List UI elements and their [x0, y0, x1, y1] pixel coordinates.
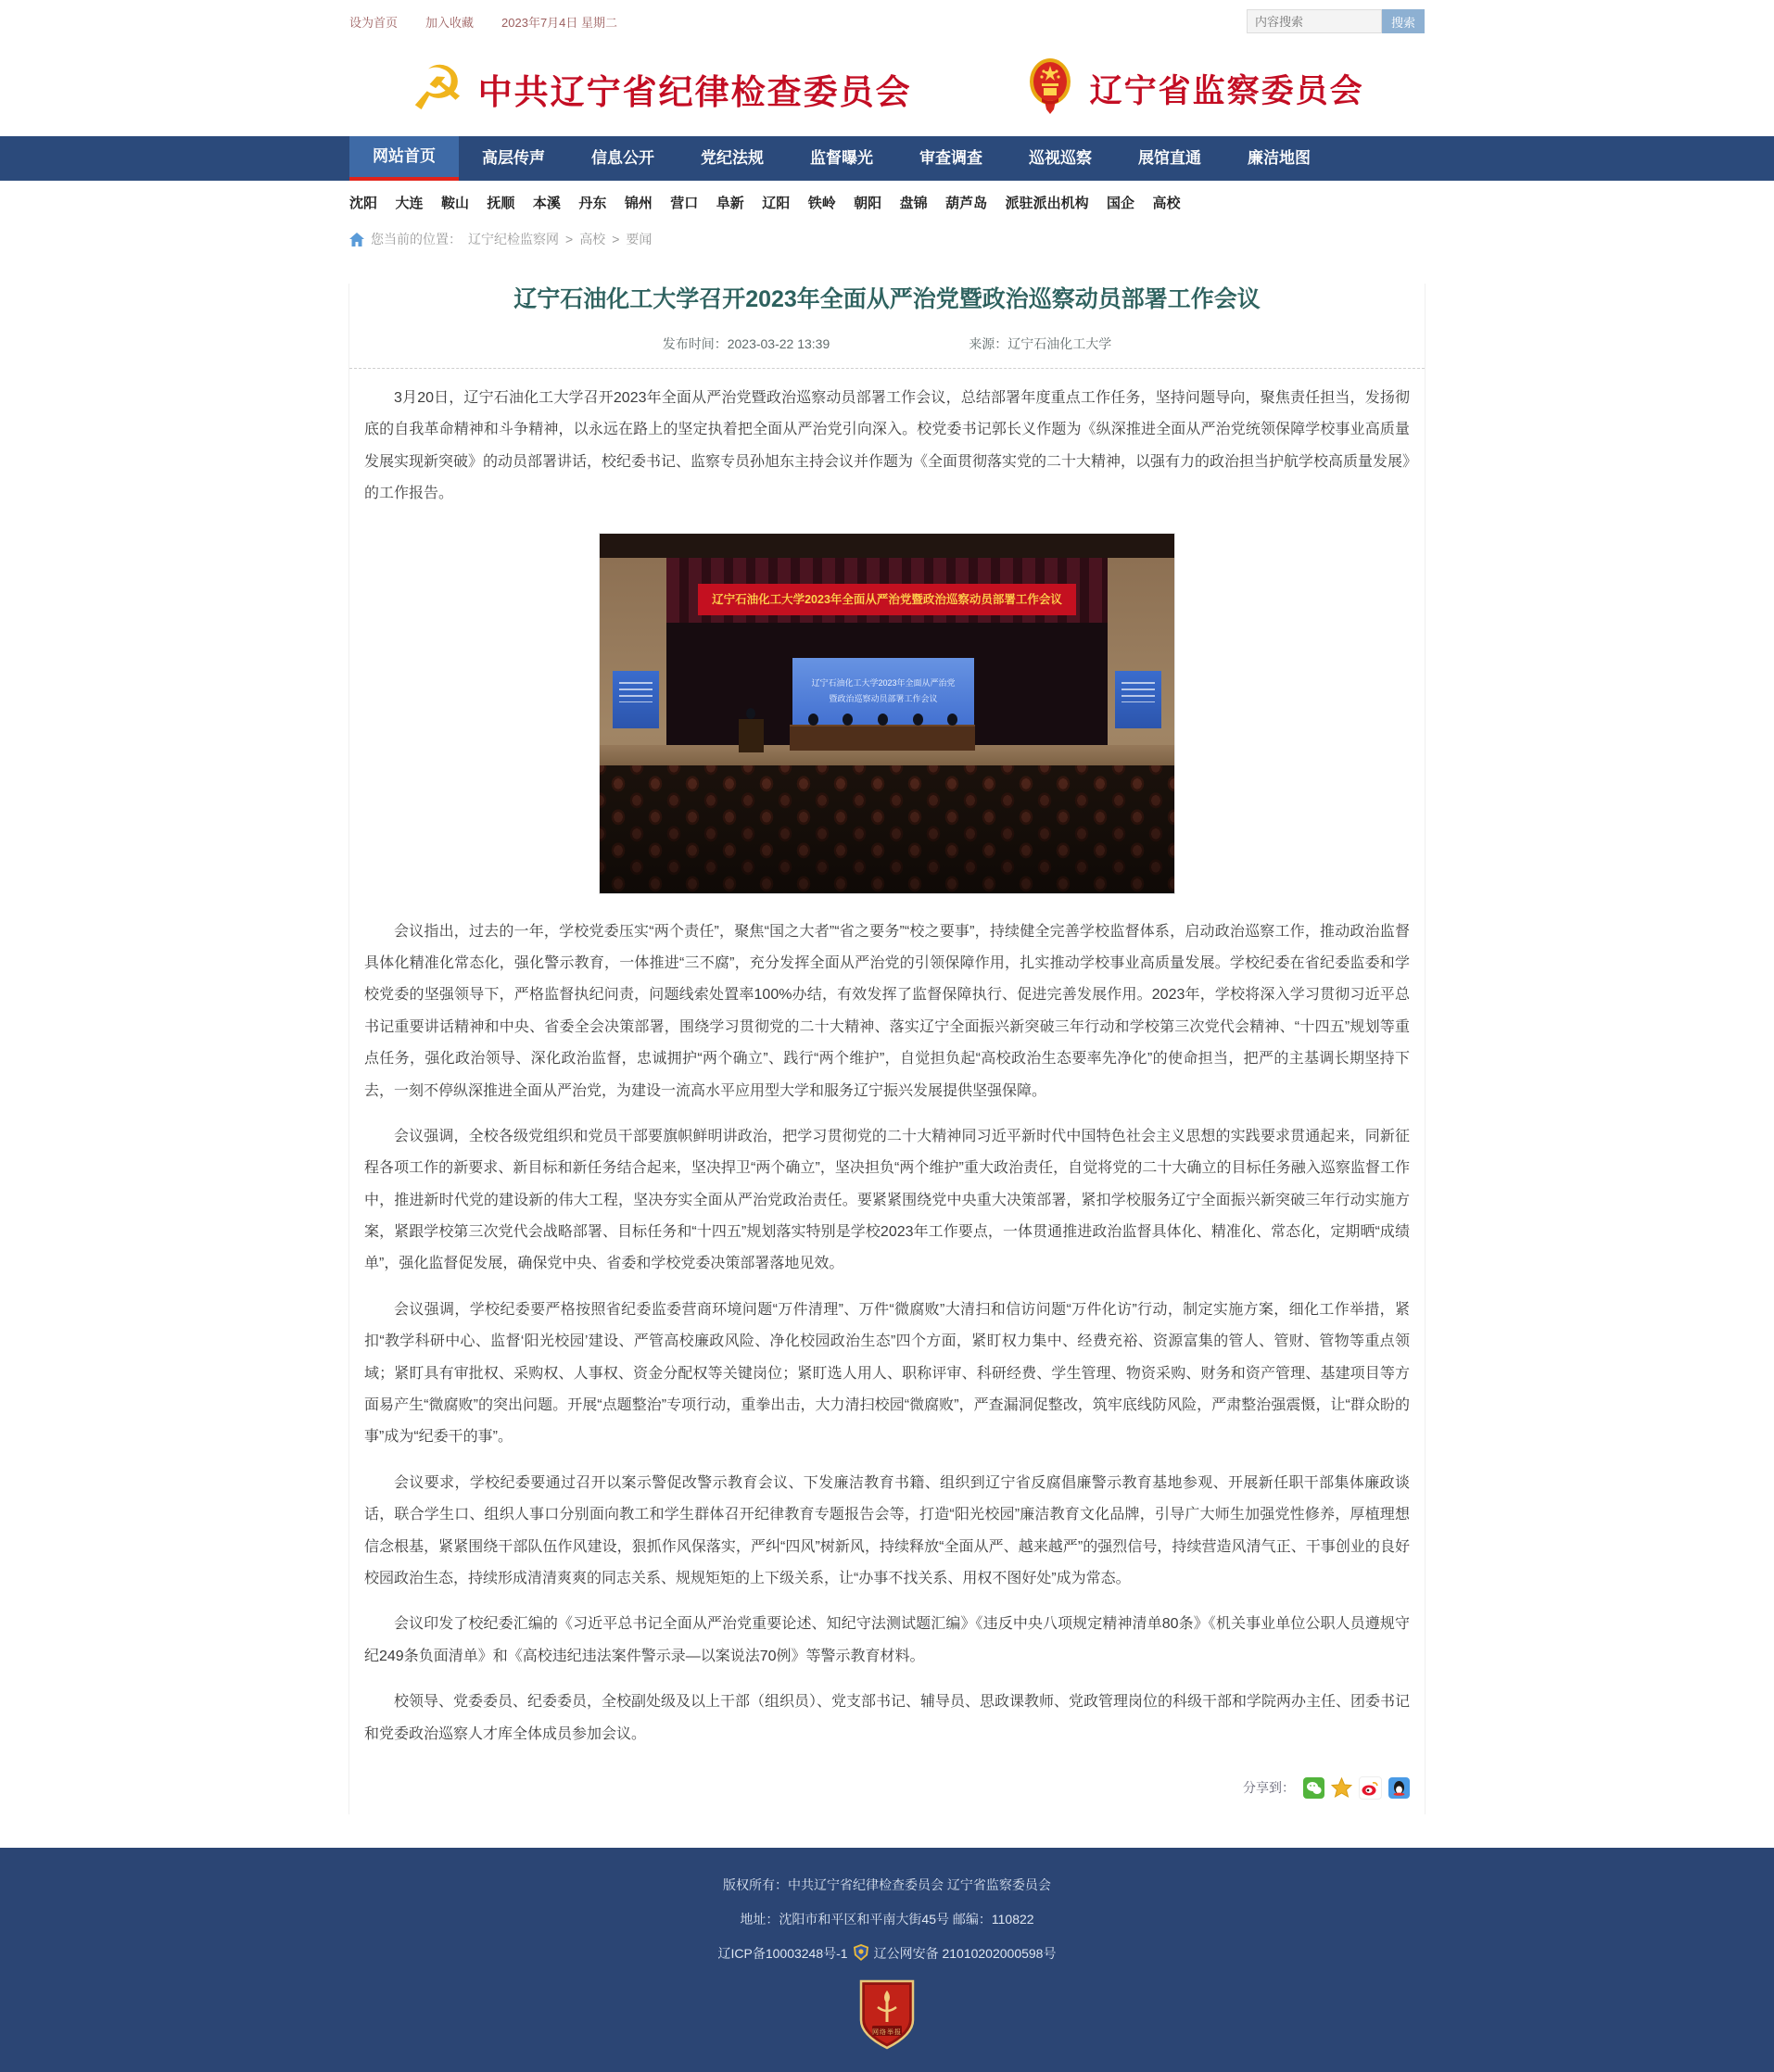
- screen-text-line1: 辽宁石油化工大学2023年全面从严治党: [811, 677, 956, 688]
- qzone-icon[interactable]: [1331, 1777, 1352, 1799]
- qq-icon[interactable]: [1388, 1777, 1410, 1799]
- search-button[interactable]: 搜索: [1382, 9, 1425, 33]
- publish-time: 2023-03-22 13:39: [727, 336, 830, 351]
- article-photo: [599, 533, 1175, 894]
- screen-text-line2: 暨政治巡察动员部署工作会议: [829, 693, 938, 703]
- org-title-right: 辽宁省监察委员会: [1089, 72, 1364, 109]
- photo-ceiling: [600, 534, 1174, 558]
- article-paragraph: 会议印发了校纪委汇编的《习近平总书记全面从严治党重要论述、知纪守法测试题汇编》《违反中央八项规定精神清单80条》《机关事业单位公职人员遵规守纪249条负面清单》和《高校违纪违法案件警示录—以案说法70例》等警示教育材料。: [364, 1616, 1410, 1664]
- report-badge-label: 网络举报: [872, 2028, 902, 2036]
- nav-item-xunshi[interactable]: 巡视巡察: [1029, 149, 1092, 167]
- article-paragraph: 会议要求，学校纪委要通过召开以案示警促改警示教育会议、下发廉洁教育书籍、组织到辽宁省反腐倡廉警示教育基地参观、开展新任职干部集体廉政谈话，联合学生口、组织人事口分别面向教工和学生群体召开纪律教育专题报告会等，打造“阳光校园”廉洁教育文化品牌，引导广大师生加强党性修养，厚植理想信念根基，紧紧围绕干部队伍作风建设，狠抓作风保落实，严纠“四风”树新风，持续释放“全面从严、越来越严”的强烈信号，持续营造风清气正、干事创业的良好校园政治生态，持续形成清清爽爽的同志关系、规规矩矩的上下级关系，让“办事不找关系、用权不图好处”成为常态。: [364, 1474, 1410, 1586]
- nav-item-lianjie[interactable]: 廉洁地图: [1248, 149, 1311, 167]
- set-home-link[interactable]: 设为首页: [349, 15, 399, 30]
- side-screen-left: [613, 671, 659, 728]
- nav-item-zhanguan[interactable]: 展馆直通: [1138, 149, 1201, 167]
- speaker-figure: [878, 714, 888, 726]
- nav-item-jiandu[interactable]: 监督曝光: [810, 149, 873, 167]
- breadcrumb-separator: >: [612, 232, 620, 246]
- report-badge-icon[interactable]: [859, 1979, 915, 2050]
- breadcrumb-page[interactable]: 要闻: [626, 232, 653, 246]
- footer-address: 地址：沈阳市和平区和平南大街45号 邮编：110822: [740, 1911, 1034, 1927]
- city-link[interactable]: 大连: [395, 196, 424, 211]
- article-paragraph: 会议强调，学校纪委要严格按照省纪委监委营商环境问题“万件清理”、万件“微腐败”大清扫和信访问题“万件化访”行动，制定实施方案，细化工作举措，紧扣“教学科研中心、监督‘阳光校园’建设、严管高校廉政风险、净化校园政治生态”四个方面，紧盯权力集中、经费充裕、资源富集的管人、管财、管物等重点领域；紧盯具有审批权、采购权、人事权、资金分配权等关键岗位；紧盯选人用人、职称评审、科研经费、学生管理、物资采购、财务和资产管理、基建项目等方面易产生“微腐败”的突出问题。开展“点题整治”专项行动，重拳出击，大力清扫校园“微腐败”，严查漏洞促整改，筑牢底线防风险，严肃整治强震慑，让“群众盼的事”成为“纪委干的事”。: [364, 1301, 1410, 1446]
- site-footer: [0, 1848, 1774, 2072]
- footer-copyright: 版权所有：中共辽宁省纪律检查委员会 辽宁省监察委员会: [723, 1876, 1051, 1892]
- city-bar: [0, 181, 1774, 221]
- city-link[interactable]: 营口: [670, 196, 699, 211]
- breadcrumb-site[interactable]: 辽宁纪检监察网: [468, 232, 559, 246]
- nav-item-shencha[interactable]: 审查调查: [919, 149, 982, 167]
- city-link[interactable]: 铁岭: [807, 196, 836, 211]
- police-badge-icon: [854, 1944, 868, 1964]
- wechat-icon[interactable]: [1303, 1777, 1324, 1799]
- city-link[interactable]: 抚顺: [487, 196, 515, 211]
- city-link[interactable]: 鞍山: [440, 196, 469, 211]
- city-link[interactable]: 阜新: [716, 196, 744, 211]
- brand-right: [1023, 57, 1364, 120]
- article-body: [364, 383, 1410, 1750]
- article: [348, 284, 1426, 1814]
- article-paragraph: 校领导、党委委员、纪委委员，全校副处级及以上干部（组织员）、党支部书记、辅导员、思政课教师、党政管理岗位的科级干部和学院两办主任、团委书记和党委政治巡察人才库全体成员参加会议。: [364, 1694, 1411, 1742]
- speaker-figure: [843, 714, 853, 726]
- side-screen-right: [1115, 671, 1161, 728]
- national-emblem-icon: [1023, 57, 1077, 120]
- speaker-figure: [808, 714, 818, 726]
- source: 辽宁石油化工大学: [1007, 336, 1112, 351]
- speaker-figure: [947, 714, 957, 726]
- top-bar: [0, 0, 1774, 43]
- publish-time-label: 发布时间：: [662, 336, 728, 351]
- article-meta: [349, 335, 1425, 369]
- add-favorite-link[interactable]: 加入收藏: [425, 15, 475, 30]
- nav-item-home[interactable]: 网站首页: [349, 136, 459, 181]
- footer-icp: 辽ICP备10003248号-1: [717, 1946, 848, 1962]
- main-nav: [0, 136, 1774, 181]
- brand-left: [410, 52, 912, 124]
- city-link[interactable]: 葫芦岛: [945, 196, 988, 211]
- search-box: [1247, 9, 1425, 33]
- head-table: [790, 725, 975, 751]
- city-link[interactable]: 锦州: [624, 196, 653, 211]
- breadcrumb-label: 您当前的位置：: [371, 232, 462, 246]
- nav-item-dangji[interactable]: 党纪法规: [701, 149, 764, 167]
- city-link[interactable]: 沈阳: [349, 196, 378, 211]
- city-link[interactable]: 本溪: [532, 196, 561, 211]
- city-link[interactable]: 辽阳: [762, 196, 791, 211]
- city-link[interactable]: 高校: [1152, 196, 1181, 211]
- footer-security: 辽公网安备 21010202000598号: [873, 1946, 1057, 1962]
- city-link[interactable]: 国企: [1107, 196, 1135, 211]
- home-icon: [349, 233, 364, 246]
- nav-item-gaoceng[interactable]: 高层传声: [482, 149, 545, 167]
- article-title: 辽宁石油化工大学召开2023年全面从严治党暨政治巡察动员部署工作会议: [513, 286, 1261, 312]
- current-date: 2023年7月4日 星期二: [501, 15, 618, 30]
- article-paragraph: 3月20日，辽宁石油化工大学召开2023年全面从严治党暨政治巡察动员部署工作会议，总结部署年度重点工作任务，坚持问题导向，聚焦责任担当，发扬彻底的自我革命精神和斗争精神，以永远在路上的坚定执着把全面从严治党引向深入。校党委书记郭长义作题为《纵深推进全面从严治党统领保障学校事业高质量发展实现新突破》的动员部署讲话，校纪委书记、监察专员孙旭东主持会议并作题为《全面贯彻落实党的二十大精神，以强有力的政治担当护航学校高质量发展》的工作报告。: [364, 390, 1411, 502]
- city-link[interactable]: 朝阳: [854, 196, 882, 211]
- city-link[interactable]: 派驻派出机构: [1005, 196, 1089, 211]
- photo-wrap: [364, 533, 1410, 894]
- search-input[interactable]: [1247, 9, 1382, 33]
- speaker-figure: [913, 714, 923, 726]
- org-title-left: 中共辽宁省纪律检查委员会: [477, 72, 912, 111]
- nav-item-xinxi[interactable]: 信息公开: [591, 149, 654, 167]
- breadcrumb-section[interactable]: 高校: [579, 232, 606, 246]
- source-label: 来源：: [969, 336, 1008, 351]
- breadcrumb-separator: >: [565, 232, 574, 246]
- city-link[interactable]: 盘锦: [899, 196, 928, 211]
- article-paragraph: 会议强调，全校各级党组织和党员干部要旗帜鲜明讲政治，把学习贯彻党的二十大精神同习近平新时代中国特色社会主义思想的实践要求贯通起来，同新征程各项工作的新要求、新目标和新任务结合起来，坚决捍卫“两个确立”，坚决担负“两个维护”重大政治责任，自觉将党的二十大确立的目标任务融入巡察监督工作中，推进新时代党的建设新的伟大工程，坚决夯实全面从严治党政治责任。要紧紧围绕党中央重大决策部署，紧扣学校服务辽宁全面振兴新突破三年行动实施方案，紧跟学校第三次党代会战略部署、目标任务和“十四五”规划落实特别是学校2023年工作要点，一体贯通推进政治监督具体化、精准化、常态化，定期晒“成绩单”，强化监督促发展，确保党中央、省委和学校党委决策部署落地见效。: [364, 1128, 1410, 1272]
- audience-seats: [600, 765, 1174, 893]
- share-label: 分享到：: [1243, 1780, 1295, 1796]
- site-header: [0, 43, 1774, 136]
- stage-banner: 辽宁石油化工大学2023年全面从严治党暨政治巡察动员部署工作会议: [698, 584, 1076, 615]
- article-paragraph: 会议指出，过去的一年，学校党委压实“两个责任”，聚焦“国之大者”“省之要务”“校之要事”，持续健全完善学校监督体系，启动政治巡察工作，推动政治监督具体化精准化常态化，强化警示教育，一体推进“三不腐”，充分发挥全面从严治党的引领保障作用，扎实推动学校事业高质量发展。学校纪委在省纪委监委和学校党委的坚强领导下，严格监督执纪问责，问题线索处置率100%办结，有效发挥了监督保障执行、促进完善发展作用。2023年，学校将深入学习贯彻习近平总书记重要讲话精神和中央、省委全会决策部署，围绕学习贯彻党的二十大精神、落实辽宁全面振兴新突破三年行动和学校第三次党代会精神、“十四五”规划等重点任务，强化政治领导、深化政治监督，忠诚拥护“两个确立”、践行“两个维护”，自觉担负起“高校政治生态要率先净化”的使命担当，把严的主基调长期坚持下去，一刻不停纵深推进全面从严治党，为建设一流高水平应用型大学和服务辽宁振兴发展提供坚强保障。: [364, 923, 1410, 1099]
- podium: [739, 719, 764, 752]
- city-link[interactable]: 丹东: [578, 196, 607, 211]
- party-emblem-icon: ☭: [410, 52, 465, 124]
- share-row: [364, 1776, 1410, 1800]
- weibo-icon[interactable]: [1359, 1776, 1382, 1800]
- breadcrumb: [349, 221, 1425, 261]
